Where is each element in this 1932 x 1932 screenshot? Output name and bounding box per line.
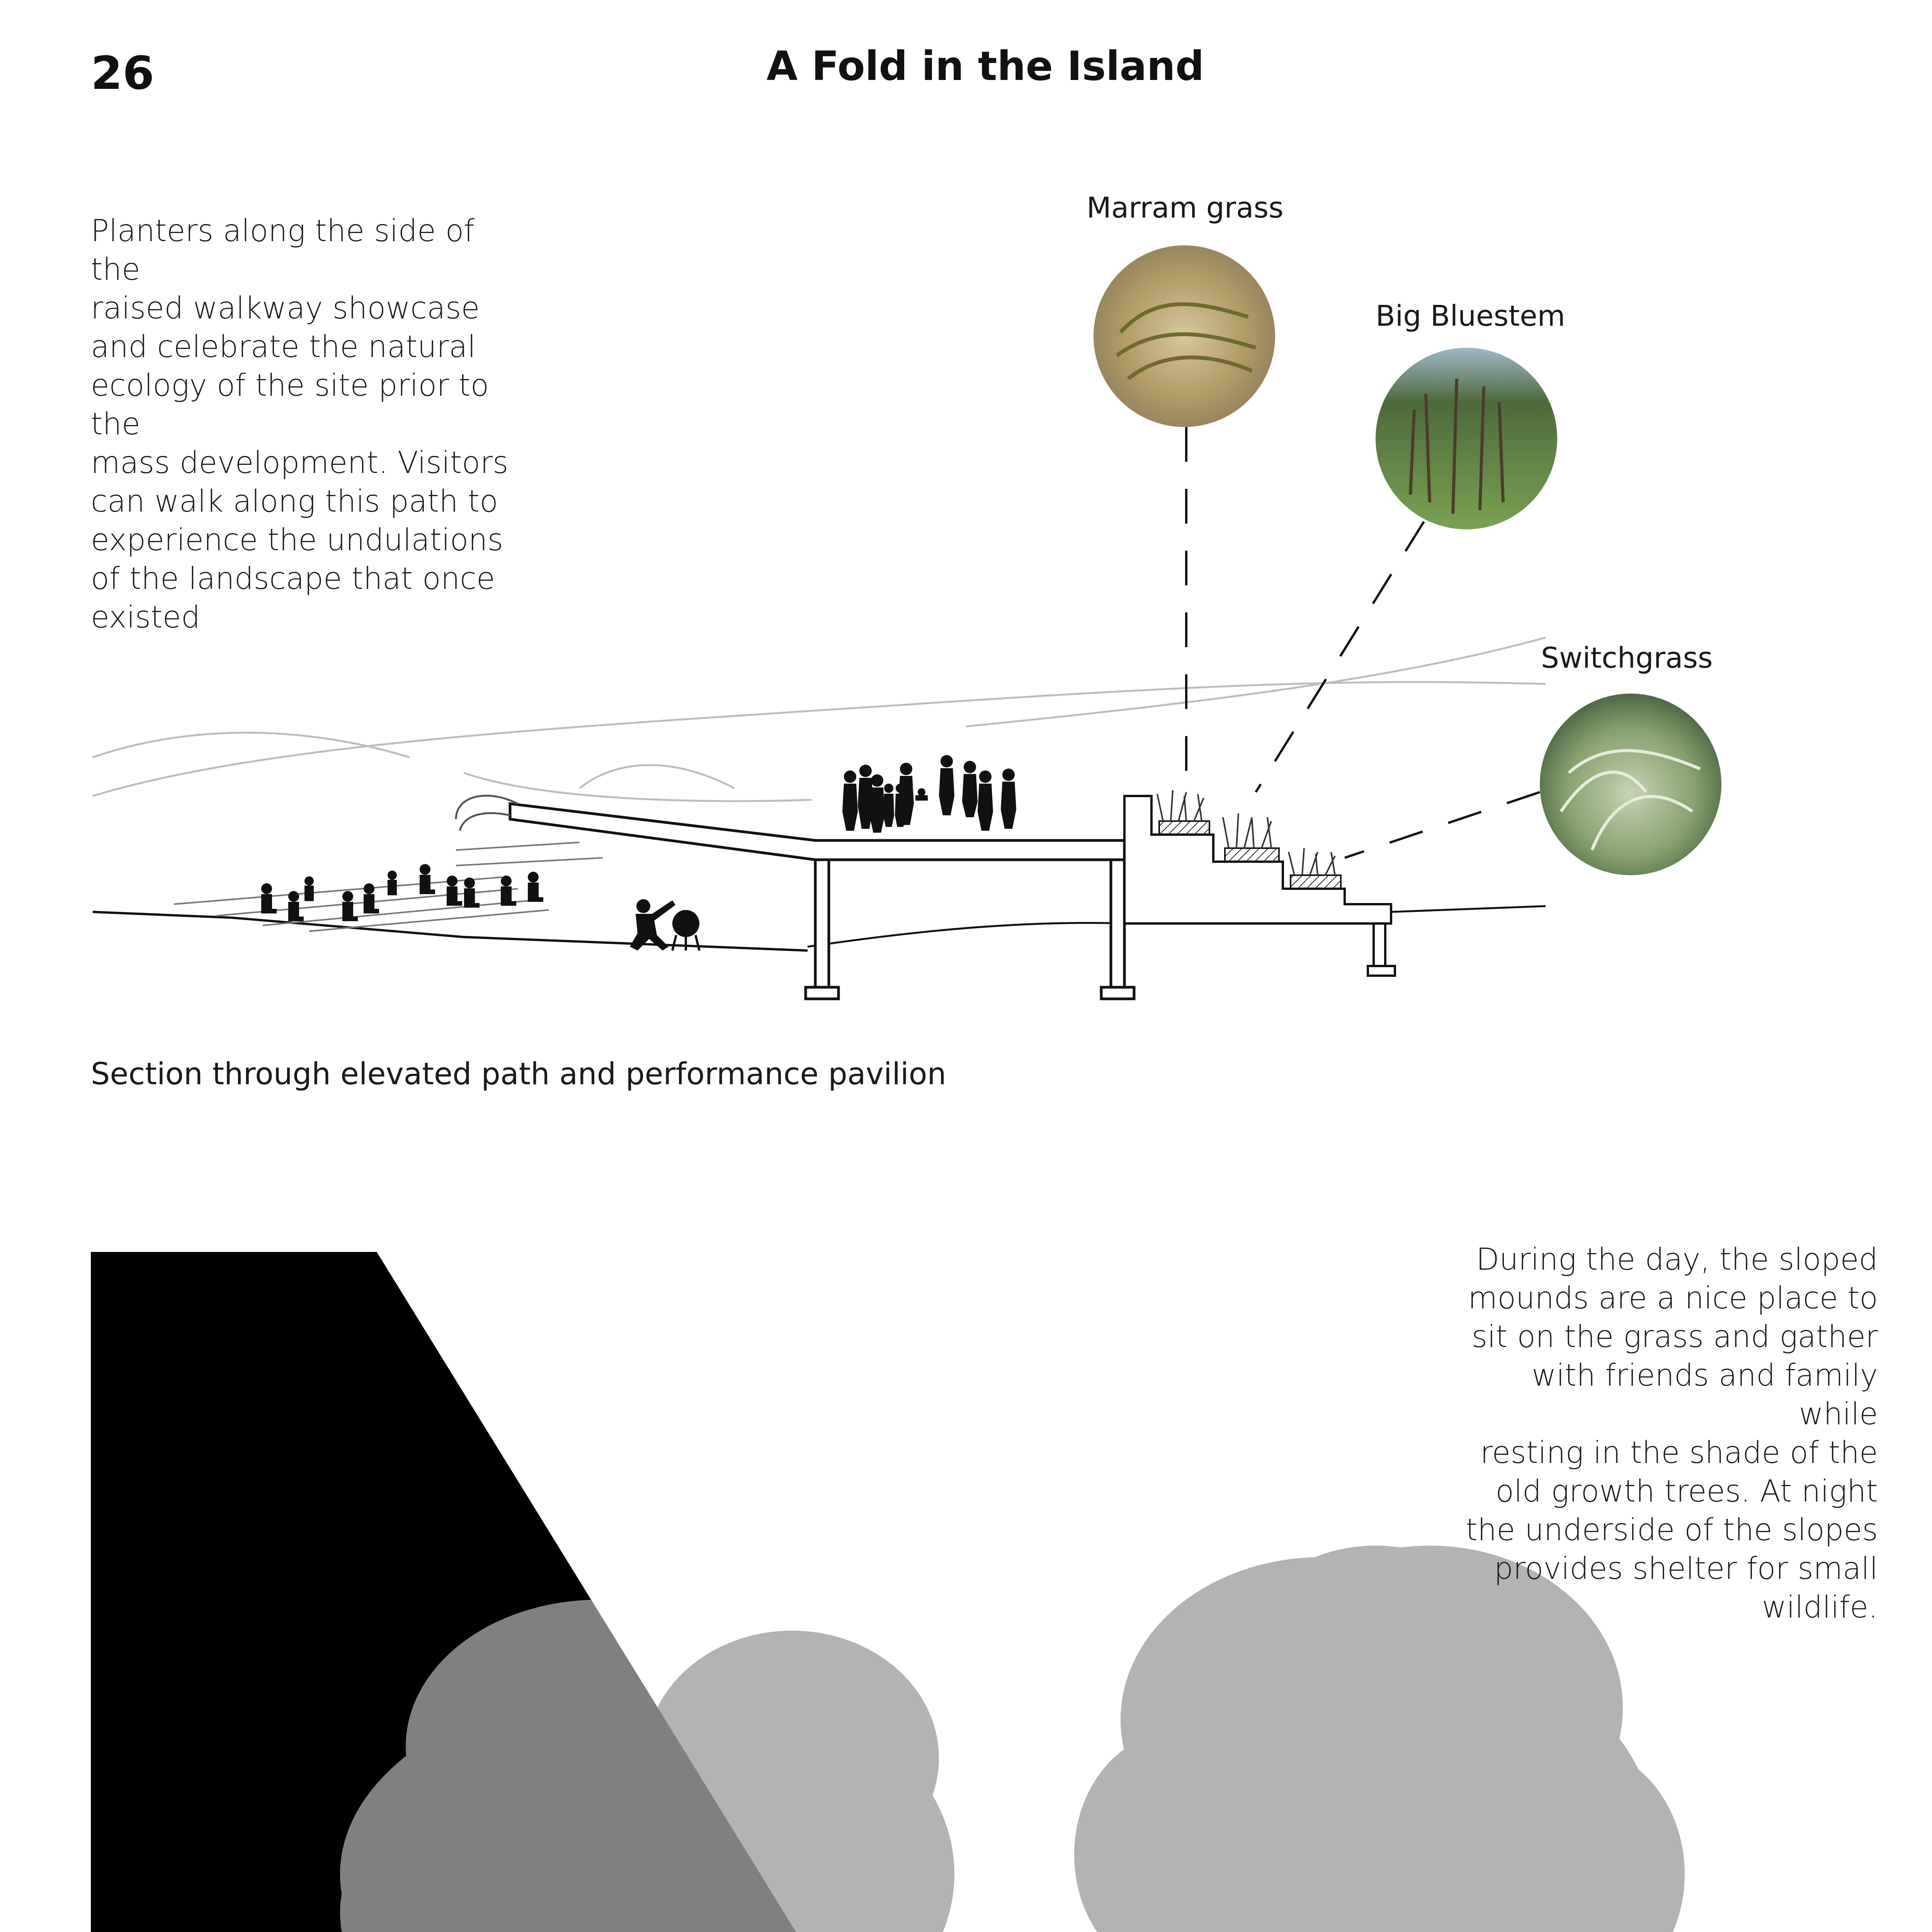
pavilion-roof-curves bbox=[456, 796, 518, 831]
intro-line: mass development. Visitors bbox=[91, 446, 509, 480]
description-line: provides shelter for small bbox=[1494, 1551, 1878, 1586]
landscape-contour-lines bbox=[93, 638, 1546, 801]
description-line: with friends and family while bbox=[1531, 1358, 1878, 1432]
elevated-walkway bbox=[510, 804, 1134, 999]
intro-line: can walk along this path to bbox=[91, 484, 498, 519]
intro-line: Planters along the side of the bbox=[91, 214, 474, 287]
description-line: sit on the grass and gather bbox=[1471, 1320, 1878, 1354]
performer-silhouette bbox=[630, 899, 699, 951]
description-line: mounds are a nice place to bbox=[1468, 1281, 1878, 1316]
plant-label-marram-grass: Marram grass bbox=[1087, 191, 1284, 224]
intro-line: existed bbox=[91, 600, 201, 635]
intro-line: of the landscape that once bbox=[91, 561, 495, 596]
ground-line-left bbox=[93, 912, 808, 951]
page-title: A Fold in the Island bbox=[766, 43, 1204, 90]
page-number: 26 bbox=[91, 46, 155, 100]
description-line: old growth trees. At night bbox=[1495, 1474, 1878, 1509]
intro-line: experience the undulations bbox=[91, 523, 503, 558]
intro-line: ecology of the site prior to the bbox=[91, 368, 489, 442]
intro-line: and celebrate the natural bbox=[91, 330, 476, 364]
intro-line: raised walkway showcase bbox=[91, 291, 480, 326]
switchgrass-photo bbox=[1540, 694, 1721, 875]
description-line: wildlife. bbox=[1762, 1590, 1878, 1625]
mounds-description-paragraph bbox=[1461, 1240, 1878, 1627]
section-caption-elevated-path: Section through elevated path and performance pavilion bbox=[91, 1057, 946, 1092]
big-bluestem-photo bbox=[1376, 348, 1557, 529]
walking-people-silhouettes bbox=[842, 755, 1016, 833]
description-line: the underside of the slopes bbox=[1466, 1513, 1878, 1548]
plant-label-switchgrass: Switchgrass bbox=[1541, 641, 1713, 675]
description-line: resting in the shade of the bbox=[1480, 1435, 1878, 1470]
marram-grass-photo bbox=[1094, 245, 1275, 427]
plant-label-big-bluestem: Big Bluestem bbox=[1376, 299, 1565, 333]
description-line: During the day, the sloped bbox=[1476, 1242, 1878, 1277]
